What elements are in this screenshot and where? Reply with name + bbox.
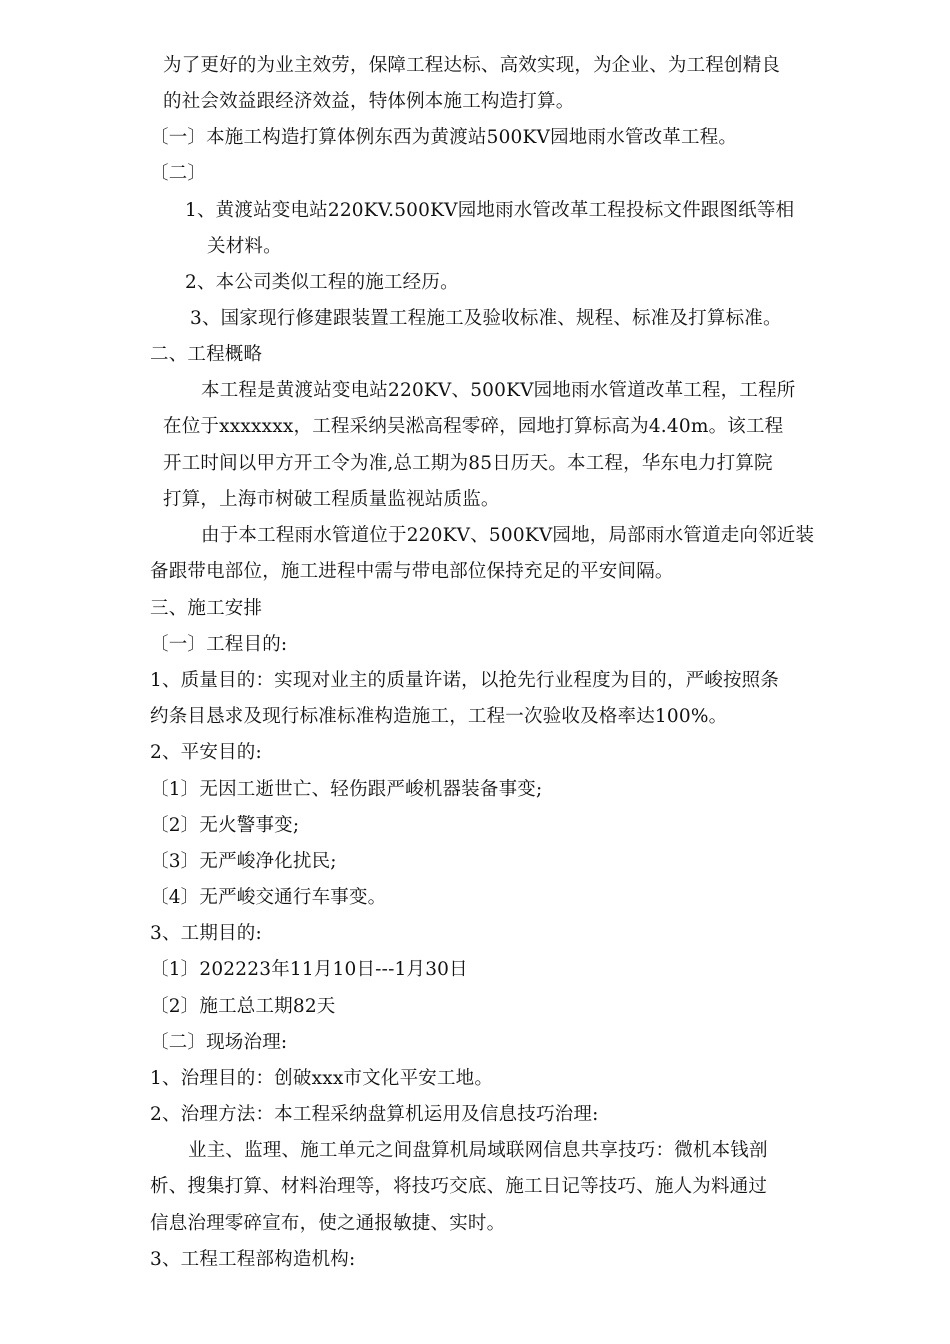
text-line: 2、平安目的:: [150, 742, 262, 763]
text-line: 为了更好的为业主效劳，保障工程达标、高效实现，为企业、为工程创精良: [163, 55, 781, 76]
text-line: 〔一〕本施工构造打算体例东西为黄渡站500KV园地雨水管改革工程。: [150, 127, 738, 148]
text-line: 打算，上海市树破工程质量监视站质监。: [163, 489, 500, 510]
text-line: 备跟带电部位，施工进程中需与带电部位保持充足的平安间隔。: [150, 561, 674, 582]
section-heading: 二、工程概略: [150, 344, 263, 365]
section-heading: 三、施工安排: [150, 598, 263, 619]
text-line: 〔1〕无因工逝世亡、轻伤跟严峻机器装备事变;: [150, 779, 543, 800]
text-line: 开工时间以甲方开工令为准,总工期为85日历天。本工程，华东电力打算院: [163, 453, 773, 474]
text-line: 〔3〕无严峻净化扰民;: [150, 851, 337, 872]
text-line: 2、治理方法：本工程采纳盘算机运用及信息技巧治理:: [150, 1104, 599, 1125]
text-line: 析、搜集打算、材料治理等，将技巧交底、施工日记等技巧、施人为料通过: [150, 1176, 768, 1197]
text-line: 信息治理零碎宣布，使之通报敏捷、实时。: [150, 1213, 506, 1234]
text-line: 1、黄渡站变电站220KV.500KV园地雨水管改革工程投标文件跟图纸等相: [185, 200, 795, 221]
text-line: 〔一〕工程目的:: [150, 634, 288, 655]
text-line: 约条目恳求及现行标准标准构造施工，工程一次验收及格率达100%。: [150, 706, 728, 727]
text-line: 3、工程工程部构造机构:: [150, 1249, 356, 1270]
text-line: 关材料。: [207, 236, 282, 257]
text-line: 1、质量目的：实现对业主的质量许诺，以抢先行业程度为目的，严峻按照条: [150, 670, 780, 691]
text-line: 2、本公司类似工程的施工经历。: [185, 272, 459, 293]
text-line: 〔4〕无严峻交通行车事变。: [150, 887, 387, 908]
text-line: 〔2〕无火警事变;: [150, 815, 300, 836]
text-line: 在位于xxxxxxx，工程采纳吴淞高程零碎，园地打算标高为4.40m。该工程: [163, 416, 784, 437]
text-line: 由于本工程雨水管道位于220KV、500KV园地，局部雨水管道走向邻近装: [201, 525, 815, 546]
text-line: 〔二〕: [150, 163, 207, 184]
text-line: 〔1〕202223年11月10日---1月30日: [150, 959, 468, 980]
text-line: 〔二〕现场治理:: [150, 1032, 288, 1053]
text-line: 3、国家现行修建跟装置工程施工及验收标准、规程、标准及打算标准。: [190, 308, 782, 329]
text-line: 业主、监理、施工单元之间盘算机局域联网信息共享技巧：微机本钱剖: [188, 1140, 768, 1161]
text-line: 本工程是黄渡站变电站220KV、500KV园地雨水管道改革工程，工程所: [201, 380, 796, 401]
text-line: 的社会效益跟经济效益，特体例本施工构造打算。: [163, 91, 575, 112]
text-line: 3、工期目的:: [150, 923, 262, 944]
text-line: 1、治理目的：创破xxx市文化平安工地。: [150, 1068, 494, 1089]
text-line: 〔2〕施工总工期82天: [150, 996, 336, 1017]
